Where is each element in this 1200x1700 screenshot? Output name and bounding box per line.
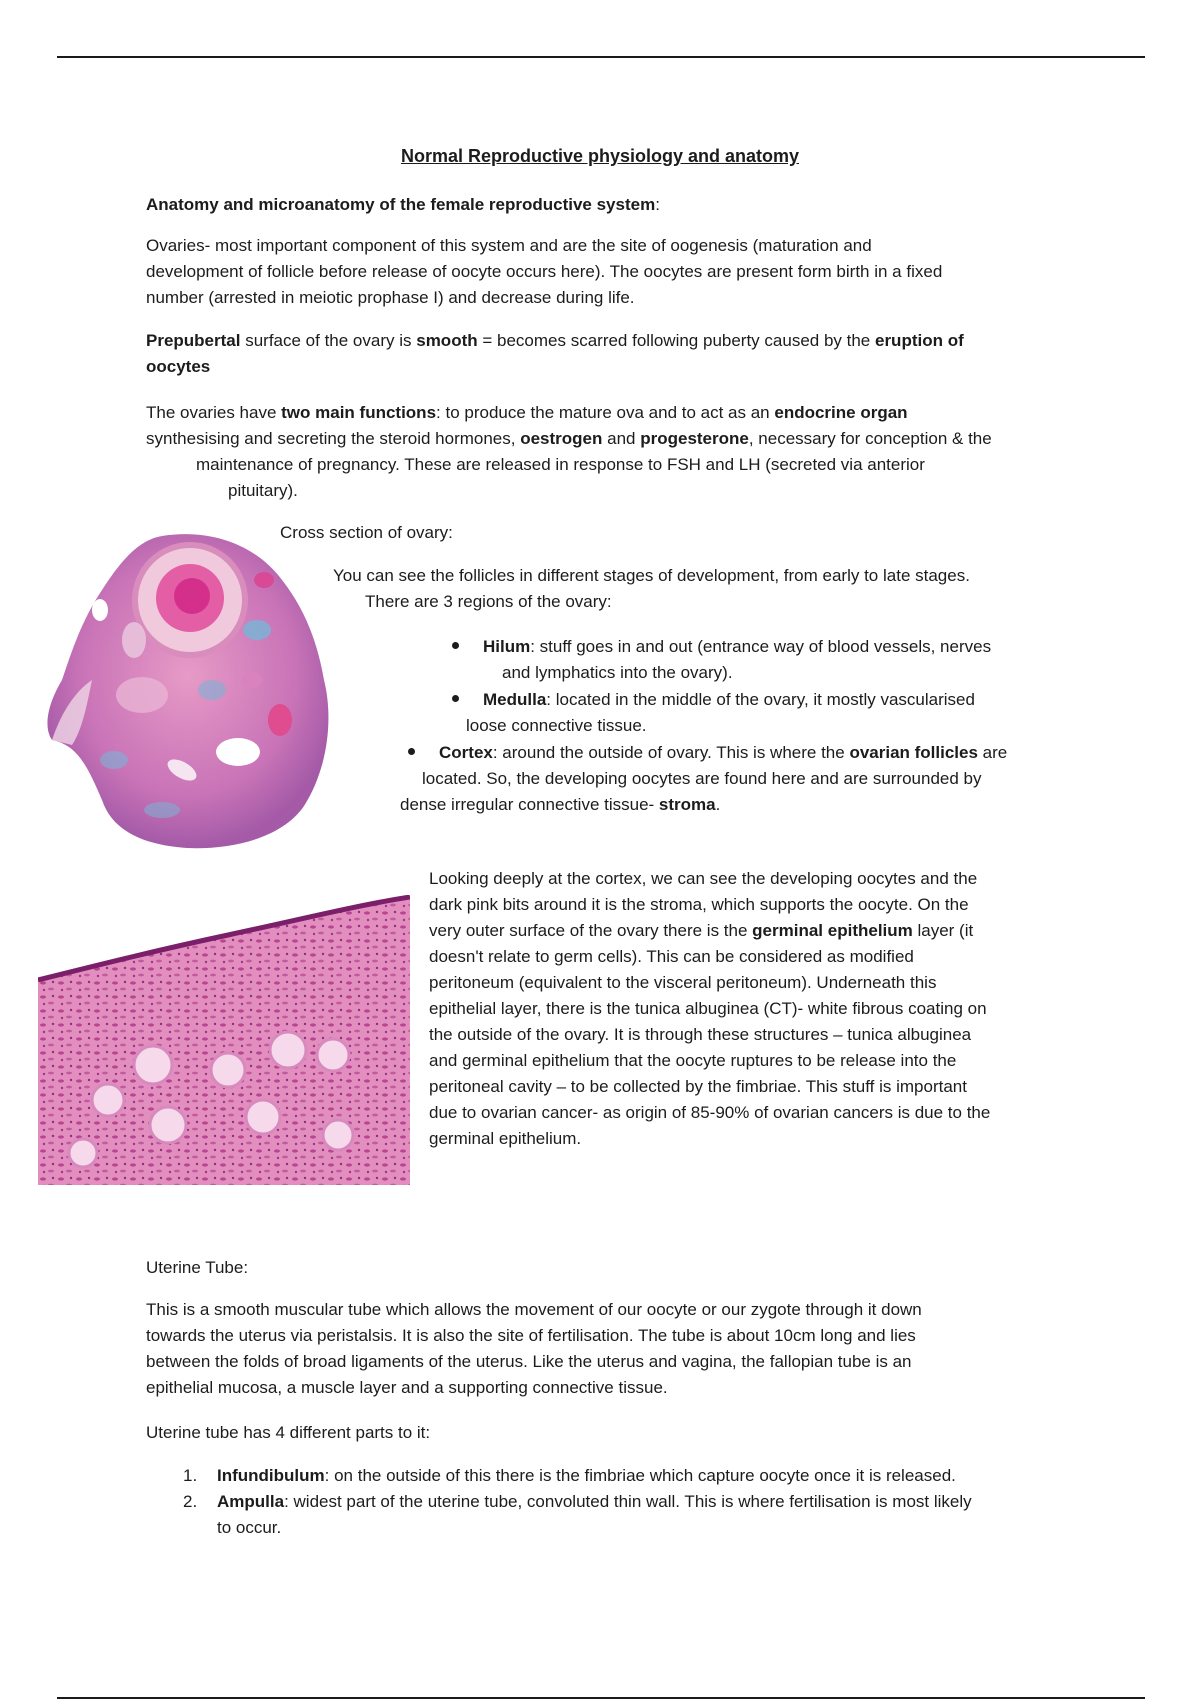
top-rule <box>57 56 1145 58</box>
cross-section-label: Cross section of ovary: <box>280 523 453 542</box>
region-medulla: Medulla: located in the middle of the ovary, it mostly vascularised loose connective tissue. <box>452 687 975 739</box>
uterine-tube-heading: Uterine Tube: <box>146 1258 249 1277</box>
region-hilum: Hilum: stuff goes in and out (entrance way of blood vessels, nerves and lymphatics into the ovary). <box>452 634 991 686</box>
parts-list: 1. Infundibulum: on the outside of this there is the fimbriae which capture oocyte once it is released. 2. Ampulla: widest part of the uterine tube, convoluted thin wall. This is where fertilisation is most likely to occur. <box>183 1463 972 1541</box>
list-item: 1. Infundibulum: on the outside of this there is the fimbriae which capture oocyte once it is released. <box>183 1466 956 1485</box>
follicles-paragraph: You can see the follicles in different stages of development, from early to late stages. There are 3 regions of the ovary: <box>333 566 970 611</box>
prepubertal-paragraph: Prepubertal surface of the ovary is smooth = becomes scarred following puberty caused by the eruption of oocytes <box>146 331 964 376</box>
uterine-tube-paragraph: This is a smooth muscular tube which allows the movement of our oocyte or our zygote through it down towards the uterus via peristalsis. It is also the site of fertilisation. The tube is about 10cm long and lies between the folds of broad ligaments of the uterus. Like the uterus and vagina, the fallopian tube is an epithelial mucosa, a muscle layer and a supporting connective tissue. <box>146 1300 922 1397</box>
section-heading: Anatomy and microanatomy of the female reproductive system: <box>146 195 660 214</box>
ovary-cross-section-image <box>42 530 337 850</box>
functions-paragraph: The ovaries have two main functions: to produce the mature ova and to act as an endocrine organ synthesising and secreting the steroid hormones, oestrogen and progesterone, necessary for conception & the maintenance of pregnancy. These are released in response to FSH and LH (secreted via anterior pituitary). <box>146 403 992 500</box>
page-title: Normal Reproductive physiology and anatomy <box>400 146 800 166</box>
ovarian-cortex-histology-image <box>38 895 410 1185</box>
region-cortex: Cortex: around the outside of ovary. This is where the ovarian follicles are located. So, the developing oocytes are found here and are surrounded by dense irregular connective tissue- stroma. <box>400 743 1008 814</box>
bullet-dot <box>452 695 459 702</box>
list-item: 2. Ampulla: widest part of the uterine tube, convoluted thin wall. This is where fertilisation is most likely <box>183 1492 972 1511</box>
parts-intro: Uterine tube has 4 different parts to it: <box>146 1423 431 1442</box>
bullet-dot <box>408 748 415 755</box>
tissue-region <box>38 897 410 1185</box>
bullet-dot <box>452 642 459 649</box>
cortex-paragraph: Looking deeply at the cortex, we can see the developing oocytes and the dark pink bits around it is the stroma, which supports the oocyte. On the very outer surface of the ovary there is the germinal epithelium layer (it doesn't relate to germ cells). This can be considered as modified peritoneum (equivalent to the visceral peritoneum). Underneath this epithelial layer, there is the tunica albuginea (CT)- white fibrous coating on the outside of the ovary. It is through these structures – tunica albuginea and germinal epithelium that the oocyte ruptures to be release into the peritoneal cavity – to be collected by the fimbriae. This stuff is important due to ovarian cancer- as origin of 85-90% of ovarian cancers is due to the germinal epithelium. <box>429 869 991 1148</box>
ovaries-paragraph: Ovaries- most important component of this system and are the site of oogenesis (maturation and development of follicle before release of oocyte occurs here). The oocytes are present form birth in a fixed number (arrested in meiotic prophase I) and decrease during life. <box>146 236 943 307</box>
bottom-rule <box>57 1697 1145 1699</box>
